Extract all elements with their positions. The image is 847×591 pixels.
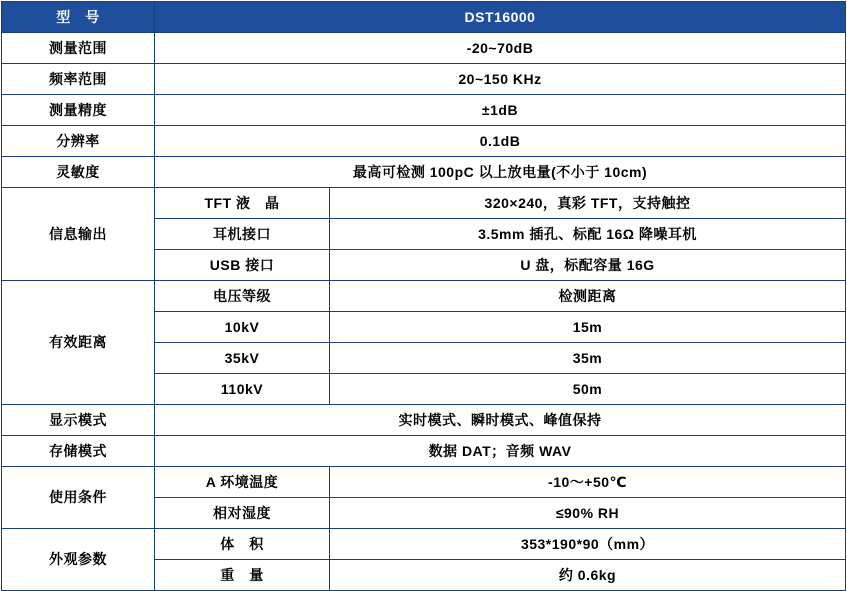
table-row [2,405,846,436]
table-row [2,188,846,219]
group-label: 使用条件 [2,467,155,529]
model-value-cell: DST16000 [155,2,846,33]
sub-label: 重 量 [155,560,330,591]
table-row [2,436,846,467]
group-label: 信息输出 [2,188,155,281]
row-value: 数据 DAT；音频 WAV [155,436,846,467]
table-row [2,157,846,188]
sub-label: 耳机接口 [155,219,330,250]
row-value: 0.1dB [155,126,846,157]
row-label: 存储模式 [2,436,155,467]
row-value: 约 0.6kg [330,560,846,591]
table-row [2,467,846,498]
table-row [2,281,846,312]
row-value: -20~70dB [155,33,846,64]
sub-label: 35kV [155,343,330,374]
model-label-cell: 型 号 [2,2,155,33]
row-label: 频率范围 [2,64,155,95]
sub-label: 相对湿度 [155,498,330,529]
row-value: 320×240，真彩 TFT，支持触控 [330,188,846,219]
row-value: 检测距离 [330,281,846,312]
row-label: 灵敏度 [2,157,155,188]
table-row [2,64,846,95]
sub-label: USB 接口 [155,250,330,281]
row-value: 353*190*90（mm） [330,529,846,560]
row-label: 显示模式 [2,405,155,436]
table-header-row [2,2,846,33]
row-value: 20~150 KHz [155,64,846,95]
row-label: 测量范围 [2,33,155,64]
sub-label: A 环境温度 [155,467,330,498]
row-label: 测量精度 [2,95,155,126]
row-value: 35m [330,343,846,374]
row-value: 50m [330,374,846,405]
sub-label: 10kV [155,312,330,343]
sub-label: 110kV [155,374,330,405]
row-label: 分辨率 [2,126,155,157]
sub-label: TFT 液 晶 [155,188,330,219]
row-value: ±1dB [155,95,846,126]
row-value: 实时模式、瞬时模式、峰值保持 [155,405,846,436]
group-label: 有效距离 [2,281,155,405]
row-value: 3.5mm 插孔、标配 16Ω 降噪耳机 [330,219,846,250]
row-value: 15m [330,312,846,343]
table-row [2,95,846,126]
table-row [2,529,846,560]
group-label: 外观参数 [2,529,155,591]
specification-table [1,1,846,591]
row-value: U 盘，标配容量 16G [330,250,846,281]
sub-label: 体 积 [155,529,330,560]
row-value: -10～+50℃ [330,467,846,498]
sub-label: 电压等级 [155,281,330,312]
table-row [2,126,846,157]
table-row [2,33,846,64]
row-value: 最高可检测 100pC 以上放电量(不小于 10cm) [155,157,846,188]
row-value: ≤90% RH [330,498,846,529]
